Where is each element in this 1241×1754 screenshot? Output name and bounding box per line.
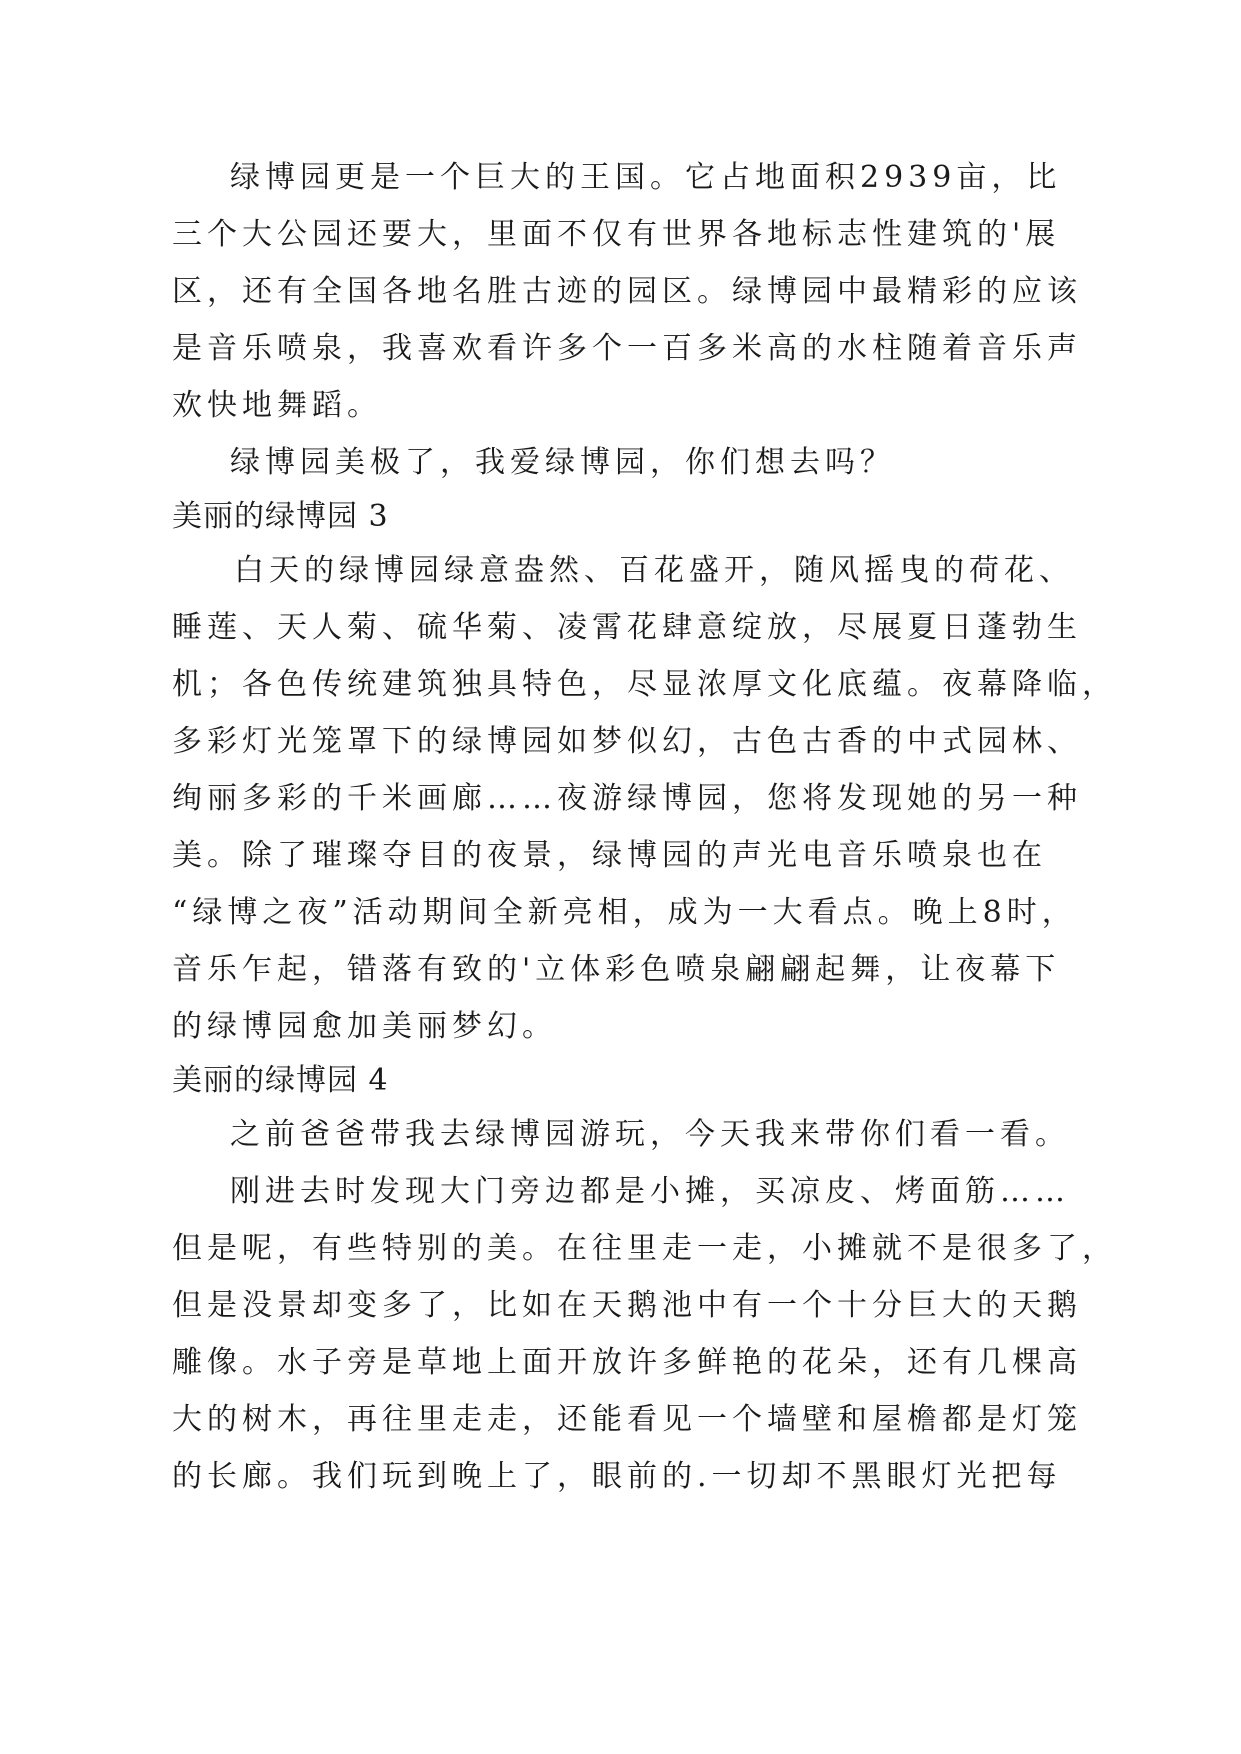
paragraph-line: 的绿博园愈加美丽梦幻。 [172,1009,557,1044]
paragraph-line: 是音乐喷泉，我喜欢看许多个一百多米高的水柱随着音乐声 [172,331,1082,366]
paragraph-line: 睡莲、天人菊、硫华菊、凌霄花肆意绽放，尽展夏日蓬勃生 [172,610,1082,645]
paragraph-line: 欢快地舞蹈。 [172,388,382,423]
section-heading: 美丽的绿博园 4 [172,1063,389,1098]
paragraph-line: “绿博之夜”活动期间全新亮相，成为一大看点。晚上8时， [172,895,1077,930]
paragraph-line: 白天的绿博园绿意盎然、百花盛开，随风摇曳的荷花、 [234,553,1074,588]
paragraph-line: 机；各色传统建筑独具特色，尽显浓厚文化底蕴。夜幕降临， [172,667,1117,702]
paragraph-line: 绿博园美极了，我爱绿博园，你们想去吗？ [230,445,895,480]
paragraph-line: 区，还有全国各地名胜古迹的园区。绿博园中最精彩的应该 [172,274,1082,309]
paragraph-line: 大的树木，再往里走走，还能看见一个墙壁和屋檐都是灯笼 [172,1402,1082,1437]
paragraph-line: 雕像。水子旁是草地上面开放许多鲜艳的花朵，还有几棵高 [172,1345,1082,1380]
paragraph-line: 绚丽多彩的千米画廊……夜游绿博园，您将发现她的另一种 [172,781,1082,816]
section-heading: 美丽的绿博园 3 [172,499,389,534]
paragraph-line: 之前爸爸带我去绿博园游玩，今天我来带你们看一看。 [230,1117,1070,1152]
paragraph-line: 音乐乍起，错落有致的'立体彩色喷泉翩翩起舞，让夜幕下 [172,952,1061,987]
paragraph-line: 美。除了璀璨夺目的夜景，绿博园的声光电音乐喷泉也在 [172,838,1047,873]
paragraph-line: 三个大公园还要大，里面不仅有世界各地标志性建筑的'展 [172,217,1061,252]
paragraph-line: 绿博园更是一个巨大的王国。它占地面积2939亩，比 [230,160,1062,195]
paragraph-line: 多彩灯光笼罩下的绿博园如梦似幻，古色古香的中式园林、 [172,724,1082,759]
paragraph-line: 但是没景却变多了，比如在天鹅池中有一个十分巨大的天鹅 [172,1288,1082,1323]
paragraph-line: 刚进去时发现大门旁边都是小摊，买凉皮、烤面筋…… [230,1174,1070,1209]
paragraph-line: 的长廊。我们玩到晚上了，眼前的.一切却不黑眼灯光把每 [172,1459,1062,1494]
paragraph-line: 但是呢，有些特别的美。在往里走一走，小摊就不是很多了， [172,1231,1117,1266]
